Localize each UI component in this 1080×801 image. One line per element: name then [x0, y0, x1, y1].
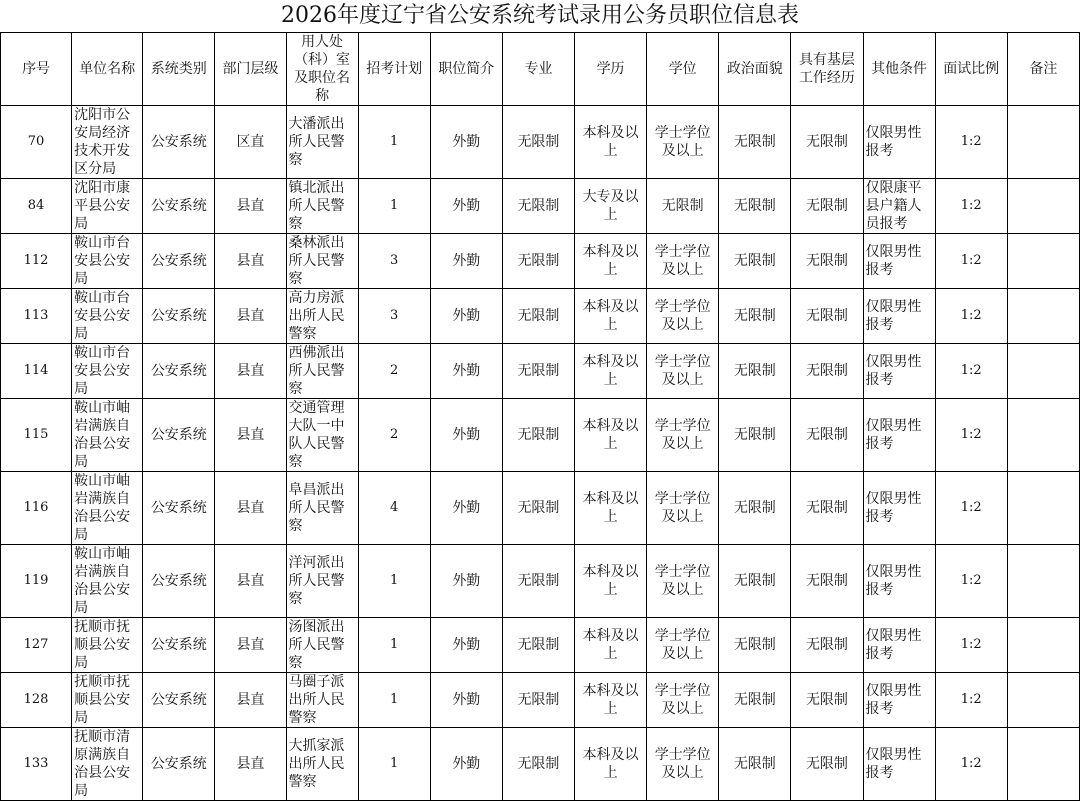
header-row: [1, 33, 1080, 106]
interview-ratio-cell: 1:2: [935, 399, 1007, 472]
row-number-cell: 128: [1, 673, 72, 728]
education-cell: 本科及以上: [575, 618, 647, 673]
interview-ratio-cell: 1:2: [935, 234, 1007, 289]
recruit-plan-cell: 1: [358, 179, 430, 234]
major-cell: 无限制: [502, 179, 574, 234]
degree-cell: 学士学位及以上: [647, 289, 719, 344]
unit-name-cell: 鞍山市台安县公安局: [72, 289, 143, 344]
system-type-cell: 公安系统: [143, 289, 215, 344]
position-intro-cell: 外勤: [430, 344, 502, 399]
unit-name-cell: 鞍山市岫岩满族自治县公安局: [72, 472, 143, 545]
recruit-plan-cell: 1: [358, 728, 430, 801]
remarks-cell: [1007, 344, 1079, 399]
grassroots-experience-cell: 无限制: [791, 106, 863, 179]
remarks-cell: [1007, 472, 1079, 545]
remarks-cell: [1007, 399, 1079, 472]
degree-cell: 学士学位及以上: [647, 673, 719, 728]
degree-cell: 学士学位及以上: [647, 545, 719, 618]
major-cell: 无限制: [502, 472, 574, 545]
position-name-cell: 桑林派出所人民警察: [286, 234, 358, 289]
degree-cell: 学士学位及以上: [647, 618, 719, 673]
grassroots-experience-cell: 无限制: [791, 673, 863, 728]
interview-ratio-cell: 1:2: [935, 673, 1007, 728]
recruit-plan-cell: 1: [358, 545, 430, 618]
row-number-cell: 133: [1, 728, 72, 801]
major-cell: 无限制: [502, 545, 574, 618]
table-row: [1, 106, 1080, 179]
remarks-cell: [1007, 106, 1079, 179]
grassroots-experience-cell: 无限制: [791, 344, 863, 399]
major-cell: 无限制: [502, 399, 574, 472]
recruit-plan-cell: 3: [358, 234, 430, 289]
grassroots-experience-cell: 无限制: [791, 618, 863, 673]
system-type-cell: 公安系统: [143, 179, 215, 234]
table-row: [1, 344, 1080, 399]
position-name-cell: 汤图派出所人民警察: [286, 618, 358, 673]
political-status-cell: 无限制: [719, 344, 791, 399]
position-name-cell: 阜昌派出所人民警察: [286, 472, 358, 545]
department-level-cell: 县直: [215, 399, 286, 472]
department-level-cell: 县直: [215, 344, 286, 399]
recruit-plan-cell: 4: [358, 472, 430, 545]
remarks-cell: [1007, 673, 1079, 728]
degree-cell: 学士学位及以上: [647, 234, 719, 289]
header-cell: 专业: [502, 33, 574, 106]
education-cell: 本科及以上: [575, 728, 647, 801]
table-row: [1, 179, 1080, 234]
unit-name-cell: 沈阳市公安局经济技术开发区分局: [72, 106, 143, 179]
header-cell: 招考计划: [358, 33, 430, 106]
row-number-cell: 113: [1, 289, 72, 344]
system-type-cell: 公安系统: [143, 673, 215, 728]
department-level-cell: 县直: [215, 179, 286, 234]
header-cell: 序号: [1, 33, 72, 106]
major-cell: 无限制: [502, 289, 574, 344]
remarks-cell: [1007, 234, 1079, 289]
department-level-cell: 县直: [215, 545, 286, 618]
position-name-cell: 西佛派出所人民警察: [286, 344, 358, 399]
interview-ratio-cell: 1:2: [935, 545, 1007, 618]
grassroots-experience-cell: 无限制: [791, 234, 863, 289]
header-cell: 部门层级: [215, 33, 286, 106]
header-cell: 职位简介: [430, 33, 502, 106]
row-number-cell: 70: [1, 106, 72, 179]
header-cell: 备注: [1007, 33, 1079, 106]
table-row: [1, 399, 1080, 472]
political-status-cell: 无限制: [719, 289, 791, 344]
remarks-cell: [1007, 289, 1079, 344]
other-conditions-cell: 仅限男性报考: [863, 106, 935, 179]
recruit-plan-cell: 1: [358, 673, 430, 728]
political-status-cell: 无限制: [719, 106, 791, 179]
major-cell: 无限制: [502, 728, 574, 801]
row-number-cell: 119: [1, 545, 72, 618]
political-status-cell: 无限制: [719, 545, 791, 618]
position-intro-cell: 外勤: [430, 399, 502, 472]
other-conditions-cell: 仅限男性报考: [863, 472, 935, 545]
department-level-cell: 县直: [215, 673, 286, 728]
position-intro-cell: 外勤: [430, 179, 502, 234]
position-name-cell: 高力房派出所人民警察: [286, 289, 358, 344]
header-cell: 面试比例: [935, 33, 1007, 106]
header-cell: 用人处（科）室及职位名称: [286, 33, 358, 106]
major-cell: 无限制: [502, 673, 574, 728]
other-conditions-cell: 仅限康平县户籍人员报考: [863, 179, 935, 234]
table-row: [1, 545, 1080, 618]
interview-ratio-cell: 1:2: [935, 618, 1007, 673]
table-row: [1, 618, 1080, 673]
interview-ratio-cell: 1:2: [935, 472, 1007, 545]
position-intro-cell: 外勤: [430, 728, 502, 801]
political-status-cell: 无限制: [719, 673, 791, 728]
grassroots-experience-cell: 无限制: [791, 545, 863, 618]
positions-table: [0, 32, 1080, 801]
position-intro-cell: 外勤: [430, 289, 502, 344]
table-row: [1, 673, 1080, 728]
degree-cell: 学士学位及以上: [647, 728, 719, 801]
grassroots-experience-cell: 无限制: [791, 179, 863, 234]
department-level-cell: 县直: [215, 472, 286, 545]
education-cell: 本科及以上: [575, 289, 647, 344]
department-level-cell: 县直: [215, 234, 286, 289]
header-cell: 其他条件: [863, 33, 935, 106]
education-cell: 本科及以上: [575, 106, 647, 179]
recruit-plan-cell: 2: [358, 344, 430, 399]
header-cell: 学历: [575, 33, 647, 106]
unit-name-cell: 鞍山市台安县公安局: [72, 344, 143, 399]
interview-ratio-cell: 1:2: [935, 728, 1007, 801]
other-conditions-cell: 仅限男性报考: [863, 673, 935, 728]
interview-ratio-cell: 1:2: [935, 344, 1007, 399]
major-cell: 无限制: [502, 106, 574, 179]
header-cell: 系统类别: [143, 33, 215, 106]
degree-cell: 学士学位及以上: [647, 344, 719, 399]
system-type-cell: 公安系统: [143, 472, 215, 545]
row-number-cell: 84: [1, 179, 72, 234]
position-intro-cell: 外勤: [430, 472, 502, 545]
header-cell: 具有基层工作经历: [791, 33, 863, 106]
other-conditions-cell: 仅限男性报考: [863, 618, 935, 673]
remarks-cell: [1007, 618, 1079, 673]
interview-ratio-cell: 1:2: [935, 179, 1007, 234]
recruit-plan-cell: 1: [358, 106, 430, 179]
table-row: [1, 289, 1080, 344]
other-conditions-cell: 仅限男性报考: [863, 545, 935, 618]
other-conditions-cell: 仅限男性报考: [863, 289, 935, 344]
unit-name-cell: 鞍山市台安县公安局: [72, 234, 143, 289]
other-conditions-cell: 仅限男性报考: [863, 728, 935, 801]
unit-name-cell: 沈阳市康平县公安局: [72, 179, 143, 234]
system-type-cell: 公安系统: [143, 399, 215, 472]
political-status-cell: 无限制: [719, 618, 791, 673]
position-intro-cell: 外勤: [430, 106, 502, 179]
education-cell: 本科及以上: [575, 673, 647, 728]
unit-name-cell: 鞍山市岫岩满族自治县公安局: [72, 545, 143, 618]
system-type-cell: 公安系统: [143, 344, 215, 399]
unit-name-cell: 鞍山市岫岩满族自治县公安局: [72, 399, 143, 472]
position-name-cell: 镇北派出所人民警察: [286, 179, 358, 234]
row-number-cell: 116: [1, 472, 72, 545]
unit-name-cell: 抚顺市清原满族自治县公安局: [72, 728, 143, 801]
system-type-cell: 公安系统: [143, 545, 215, 618]
recruit-plan-cell: 1: [358, 618, 430, 673]
header-cell: 学位: [647, 33, 719, 106]
education-cell: 本科及以上: [575, 545, 647, 618]
education-cell: 大专及以上: [575, 179, 647, 234]
department-level-cell: 县直: [215, 728, 286, 801]
grassroots-experience-cell: 无限制: [791, 289, 863, 344]
department-level-cell: 区直: [215, 106, 286, 179]
unit-name-cell: 抚顺市抚顺县公安局: [72, 673, 143, 728]
recruit-plan-cell: 3: [358, 289, 430, 344]
table-row: [1, 728, 1080, 801]
grassroots-experience-cell: 无限制: [791, 728, 863, 801]
position-name-cell: 大抓家派出所人民警察: [286, 728, 358, 801]
table-body: [1, 106, 1080, 801]
position-intro-cell: 外勤: [430, 618, 502, 673]
department-level-cell: 县直: [215, 289, 286, 344]
remarks-cell: [1007, 728, 1079, 801]
education-cell: 本科及以上: [575, 399, 647, 472]
system-type-cell: 公安系统: [143, 234, 215, 289]
degree-cell: 无限制: [647, 179, 719, 234]
education-cell: 本科及以上: [575, 344, 647, 399]
table-row: [1, 234, 1080, 289]
recruit-plan-cell: 2: [358, 399, 430, 472]
political-status-cell: 无限制: [719, 472, 791, 545]
grassroots-experience-cell: 无限制: [791, 399, 863, 472]
major-cell: 无限制: [502, 618, 574, 673]
position-intro-cell: 外勤: [430, 545, 502, 618]
page-title: 2026年度辽宁省公安系统考试录用公务员职位信息表: [281, 3, 799, 28]
interview-ratio-cell: 1:2: [935, 289, 1007, 344]
major-cell: 无限制: [502, 234, 574, 289]
education-cell: 本科及以上: [575, 472, 647, 545]
position-intro-cell: 外勤: [430, 234, 502, 289]
system-type-cell: 公安系统: [143, 106, 215, 179]
row-number-cell: 112: [1, 234, 72, 289]
unit-name-cell: 抚顺市抚顺县公安局: [72, 618, 143, 673]
header-cell: 政治面貌: [719, 33, 791, 106]
position-name-cell: 马圈子派出所人民警察: [286, 673, 358, 728]
other-conditions-cell: 仅限男性报考: [863, 399, 935, 472]
degree-cell: 学士学位及以上: [647, 472, 719, 545]
other-conditions-cell: 仅限男性报考: [863, 234, 935, 289]
remarks-cell: [1007, 545, 1079, 618]
department-level-cell: 县直: [215, 618, 286, 673]
position-intro-cell: 外勤: [430, 673, 502, 728]
row-number-cell: 115: [1, 399, 72, 472]
interview-ratio-cell: 1:2: [935, 106, 1007, 179]
row-number-cell: 114: [1, 344, 72, 399]
education-cell: 本科及以上: [575, 234, 647, 289]
position-name-cell: 洋河派出所人民警察: [286, 545, 358, 618]
system-type-cell: 公安系统: [143, 728, 215, 801]
major-cell: 无限制: [502, 344, 574, 399]
political-status-cell: 无限制: [719, 234, 791, 289]
row-number-cell: 127: [1, 618, 72, 673]
political-status-cell: 无限制: [719, 399, 791, 472]
grassroots-experience-cell: 无限制: [791, 472, 863, 545]
political-status-cell: 无限制: [719, 179, 791, 234]
position-name-cell: 大潘派出所人民警察: [286, 106, 358, 179]
position-name-cell: 交通管理大队一中队人民警察: [286, 399, 358, 472]
political-status-cell: 无限制: [719, 728, 791, 801]
other-conditions-cell: 仅限男性报考: [863, 344, 935, 399]
table-row: [1, 472, 1080, 545]
remarks-cell: [1007, 179, 1079, 234]
system-type-cell: 公安系统: [143, 618, 215, 673]
degree-cell: 学士学位及以上: [647, 399, 719, 472]
header-cell: 单位名称: [72, 33, 143, 106]
degree-cell: 学士学位及以上: [647, 106, 719, 179]
